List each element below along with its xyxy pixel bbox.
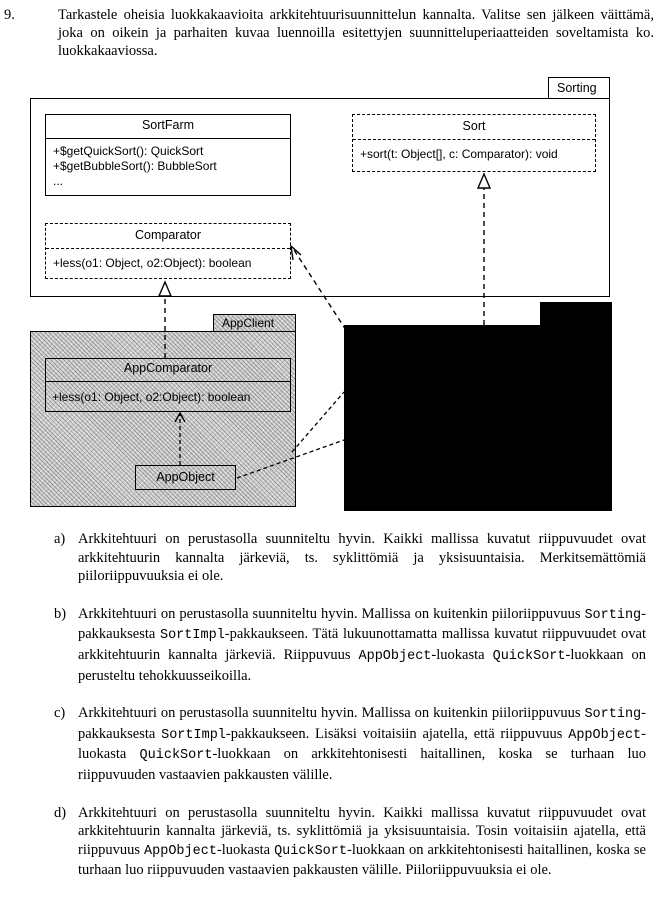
comparator-name: Comparator	[135, 228, 201, 242]
code-term: QuickSort	[274, 843, 347, 859]
appcomparator-name: AppComparator	[123, 361, 213, 375]
answer-text: -pakkauksesta	[78, 605, 646, 643]
appcomparator-member: +less(o1: Object, o2:Object): boolean	[52, 390, 251, 404]
sort-name: Sort	[462, 119, 486, 133]
sort-member: +sort(t: Object[], c: Comparator): void	[360, 147, 558, 161]
dependency-line	[294, 250, 346, 330]
appobject-name: AppObject	[156, 470, 215, 484]
redacted-package	[344, 302, 612, 511]
code-term: QuickSort	[492, 648, 566, 664]
realization-arrow-icon	[478, 174, 490, 188]
answer-text: Arkkitehtuuri on perustasolla suunniteltu hyvin. Mallissa on kuitenkin piiloriippuvuus	[78, 705, 585, 722]
code-term: SortImpl	[159, 628, 225, 644]
code-term: SortImpl	[161, 727, 226, 743]
answer-label: d)	[54, 804, 67, 821]
answer-text: -luokasta	[216, 841, 275, 858]
realization-arrow-icon	[159, 282, 171, 296]
sortfarm-member: ...	[53, 174, 64, 188]
answer-text: -luokasta	[431, 646, 493, 663]
answer-text: -luokkaan on arkkitehtonisesti haitallinen, koska se turhaan luo riippuvuuden vastaavien pakkausten välille. Piiloriippuvuuksia ei ole.	[78, 841, 646, 879]
answer-options	[54, 530, 646, 880]
code-term: AppObject	[568, 727, 642, 743]
code-term: QuickSort	[139, 748, 213, 764]
answer-text: -pakkaukseen. Lisäksi voitaisiin ajatella, että riippuvuus	[225, 725, 569, 742]
comparator-member: +less(o1: Object, o2:Object): boolean	[53, 256, 252, 270]
sortfarm-member: +$getBubbleSort(): BubbleSort	[53, 159, 217, 173]
answer-label: c)	[54, 705, 66, 722]
answer-label: a)	[54, 531, 66, 547]
answer-text: Arkkitehtuuri on perustasolla suunniteltu hyvin. Mallissa on kuitenkin piiloriippuvuus	[78, 605, 585, 622]
question-number: 9.	[4, 7, 15, 23]
answer-text: Arkkitehtuuri on perustasolla suunniteltu hyvin. Kaikki mallissa kuvatut riippuvuudet ovat arkkitehtuurin kannalta järkeviä, ts. syklittömiä ja yksisuuntaisia. Merkitsemättömiä piiloriippuvuuksia ei ole.	[78, 531, 646, 585]
code-term: Sorting	[584, 607, 642, 623]
answer-text: -pakkaukseen. Tätä lukuunottamatta mallissa kuvatut riippuvuudet ovat arkkitehtuurin kannalta järkeviä. Riippuvuus	[78, 626, 646, 663]
dependency-line	[237, 440, 344, 478]
sortfarm-member: +$getQuickSort(): QuickSort	[53, 144, 204, 158]
answer-text: Arkkitehtuuri on perustasolla suunniteltu hyvin. Kaikki mallissa kuvatut riippuvuudet ovat arkkitehtuurin kannalta järkeviä, ts. syklittömiä ja yksisuuntaisia. Tosin voitaisiin ajatella, että riippuvuus	[78, 804, 646, 858]
appclient-package-label: AppClient	[222, 316, 275, 330]
answer-text: -luokasta	[78, 725, 646, 763]
answer-text: -luokkaan on perusteltu tehokkuusseikoilla.	[78, 646, 647, 684]
answer-option-c[interactable]	[54, 704, 646, 784]
answer-option-b[interactable]	[54, 605, 646, 685]
code-term: AppObject	[358, 648, 432, 664]
answer-label: b)	[54, 605, 67, 622]
question-text: Tarkastele oheisia luokkakaavioita arkkitehtuurisuunnittelun kannalta. Valitse sen jälkeen väittämä, joka on oikein ja parhaiten kuvaa luennoilla esitettyjen suunnitteluperiaatteiden soveltamista ko. luokkakaaviossa.	[58, 7, 654, 59]
code-term: AppObject	[144, 843, 217, 859]
sortfarm-name: SortFarm	[141, 118, 195, 132]
answer-text: -pakkauksesta	[78, 705, 646, 742]
answer-option-a[interactable]	[54, 530, 646, 586]
answer-option-d[interactable]	[54, 804, 646, 880]
answer-text: -luokkaan on arkkitehtonisesti haitallinen, koska se turhaan luo riippuvuuden vastaavien pakkausten välille.	[78, 746, 647, 783]
sorting-package-label: Sorting	[557, 81, 597, 95]
code-term: Sorting	[584, 707, 642, 723]
